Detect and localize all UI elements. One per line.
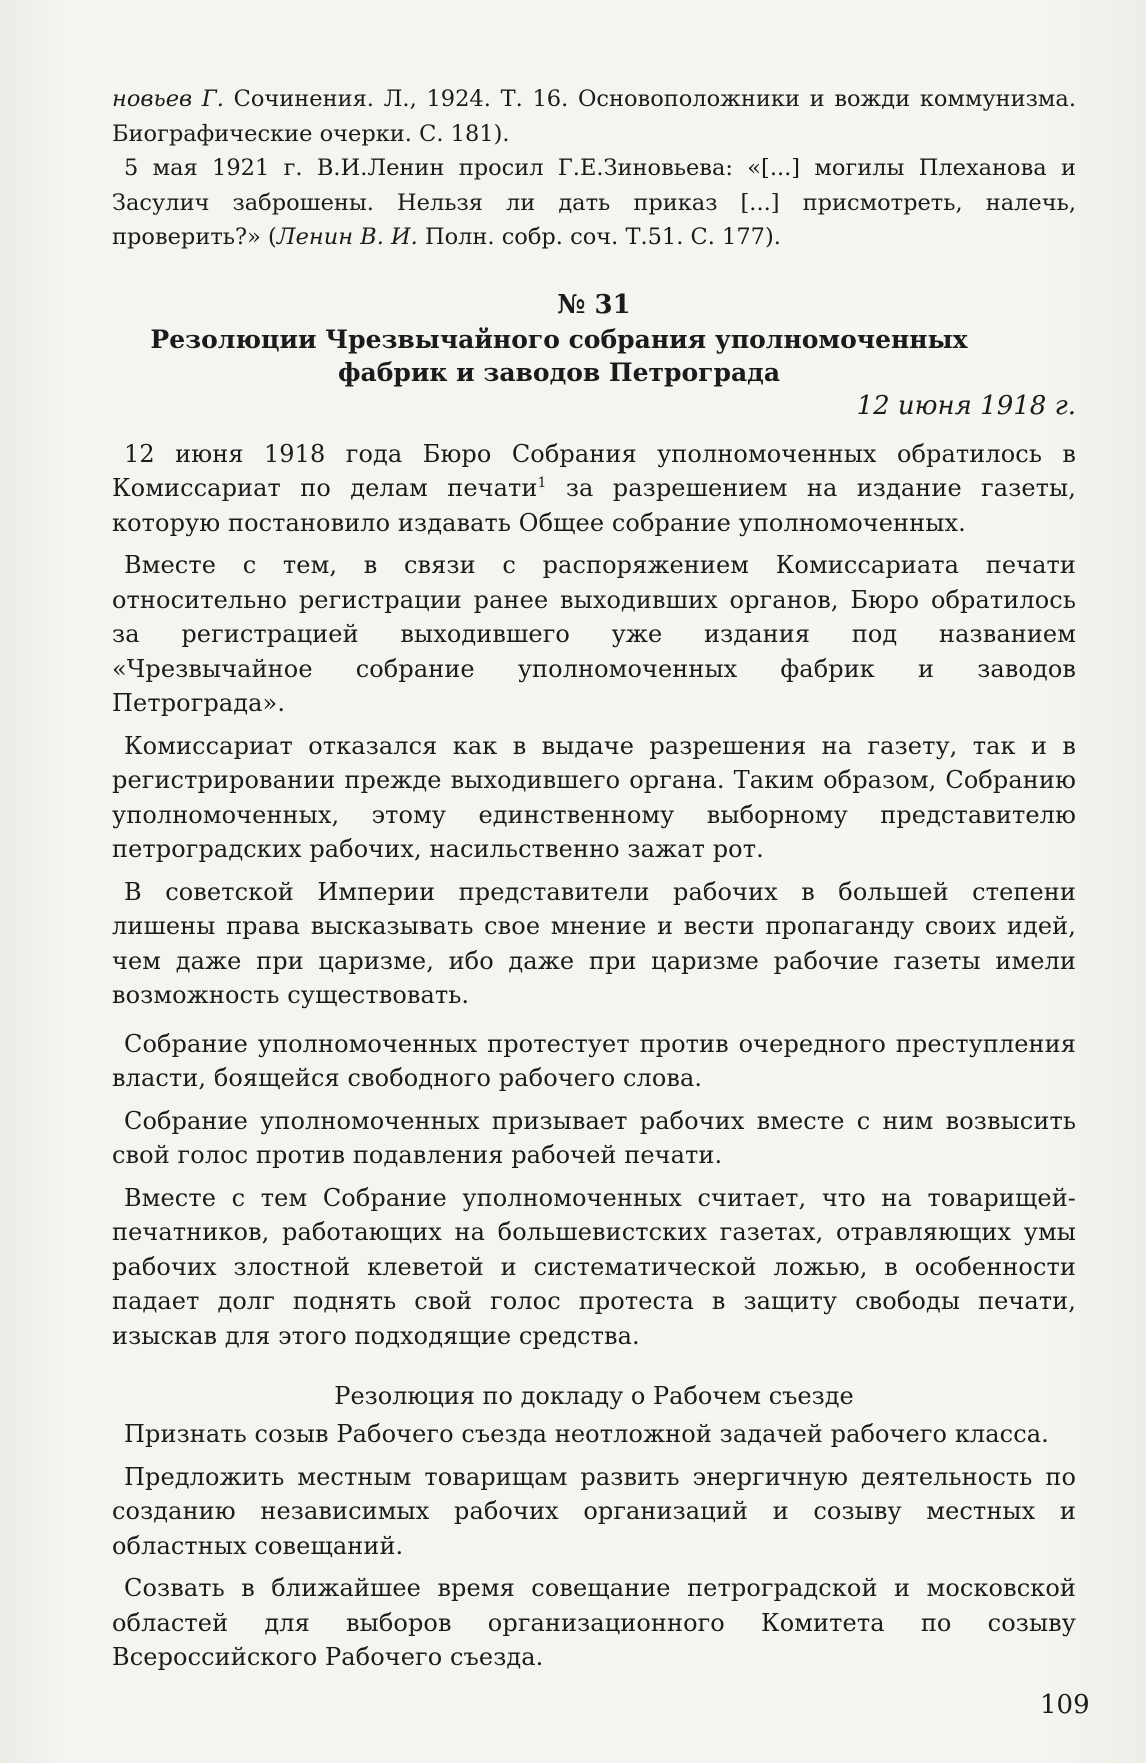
resolution-item-3: Созвать в ближайшее время совещание петроградской и московской областей для выборов организационного Комитета по созыву Всероссийского Рабочего съезда.: [112, 1574, 1076, 1671]
paragraph-4: В советской Империи представители рабочих в большей степени лишены права высказывать свое мнение и вести пропаганду своих идей, чем даже при царизме, ибо даже при царизме рабочие газеты имели возможность существовать.: [112, 877, 1076, 1009]
document-title-line1: Резолюции Чрезвычайного собрания уполномоченных: [150, 324, 968, 354]
paragraph-5: Собрание уполномоченных протестует против очередного преступления власти, боящейся свободного рабочего слова.: [112, 1029, 1076, 1092]
resolution-item-1: Признать созыв Рабочего съезда неотложной задачей рабочего класса.: [124, 1420, 1049, 1448]
author-name: новьев Г.: [112, 86, 224, 112]
paragraph-1-text: 12 июня 1918 года Бюро Собрания уполномоченных обратилось в Комиссариат по делам печати: [112, 439, 1076, 502]
document-date: 12 июня 1918 г.: [856, 390, 1076, 421]
resolution-heading: Резолюция по докладу о Рабочем съезде: [334, 1382, 854, 1410]
paragraph-7: Вместе с тем Собрание уполномоченных считает, что на товарищей-печатников, работающих на большевистских газетах, отравляющих умы рабочих злостной клеветой и систематической ложью, в особенности падает долг поднять свой голос протеста в защиту свободы печати, изыскав для этого подходящие средства.: [112, 1183, 1076, 1350]
citation-text: Сочинения. Л., 1924. Т. 16. Основоположники и вожди коммунизма. Биографические очерки. С. 181).: [112, 86, 1077, 147]
page-number: 109: [1040, 1690, 1090, 1720]
paragraph-1-text-end: за разрешением на издание газеты, которую постановило издавать Общее собрание уполномоченных.: [112, 474, 1076, 537]
document-number: № 31: [557, 289, 631, 320]
paragraph-6: Собрание уполномоченных призывает рабочих вместе с ним возвысить свой голос против подавления рабочей печати.: [112, 1106, 1076, 1169]
footnote-continuation: [112, 82, 1076, 151]
paragraph-1: [112, 437, 1076, 541]
lenin-author: Ленин В. И.: [276, 224, 418, 250]
lenin-note: [112, 151, 1076, 255]
footnote-marker: 1: [537, 475, 547, 491]
paragraph-3: Комиссариат отказался как в выдаче разрешения на газету, так и в регистрировании прежде выходившего органа. Таким образом, Собранию уполномоченных, этому единственному выборному представителю петроградских рабочих, насильственно зажат рот.: [112, 731, 1076, 863]
page-content: [112, 82, 1076, 1675]
document-title-line2: фабрик и заводов Петрограда: [337, 357, 781, 387]
paragraph-2: Вместе с тем, в связи с распоряжением Комиссариата печати относительно регистрации ранее выходивших органов, Бюро обратилось за регистрацией выходившего уже издания под названием «Чрезвычайное собрание уполномоченных фабрик и заводов Петрограда».: [112, 551, 1076, 717]
resolution-item-2: Предложить местным товарищам развить энергичную деятельность по созданию независимых рабочих организаций и созыву местных и областных совещаний.: [112, 1462, 1076, 1560]
lenin-note-text: 5 мая 1921 г. В.И.Ленин просил Г.Е.Зиновьева: «[...] могилы Плеханова и Засулич заброшены. Нельзя ли дать приказ [...] присмотреть, налечь, проверить?» (: [112, 155, 1076, 250]
lenin-citation: Полн. собр. соч. Т.51. С. 177).: [417, 224, 781, 250]
